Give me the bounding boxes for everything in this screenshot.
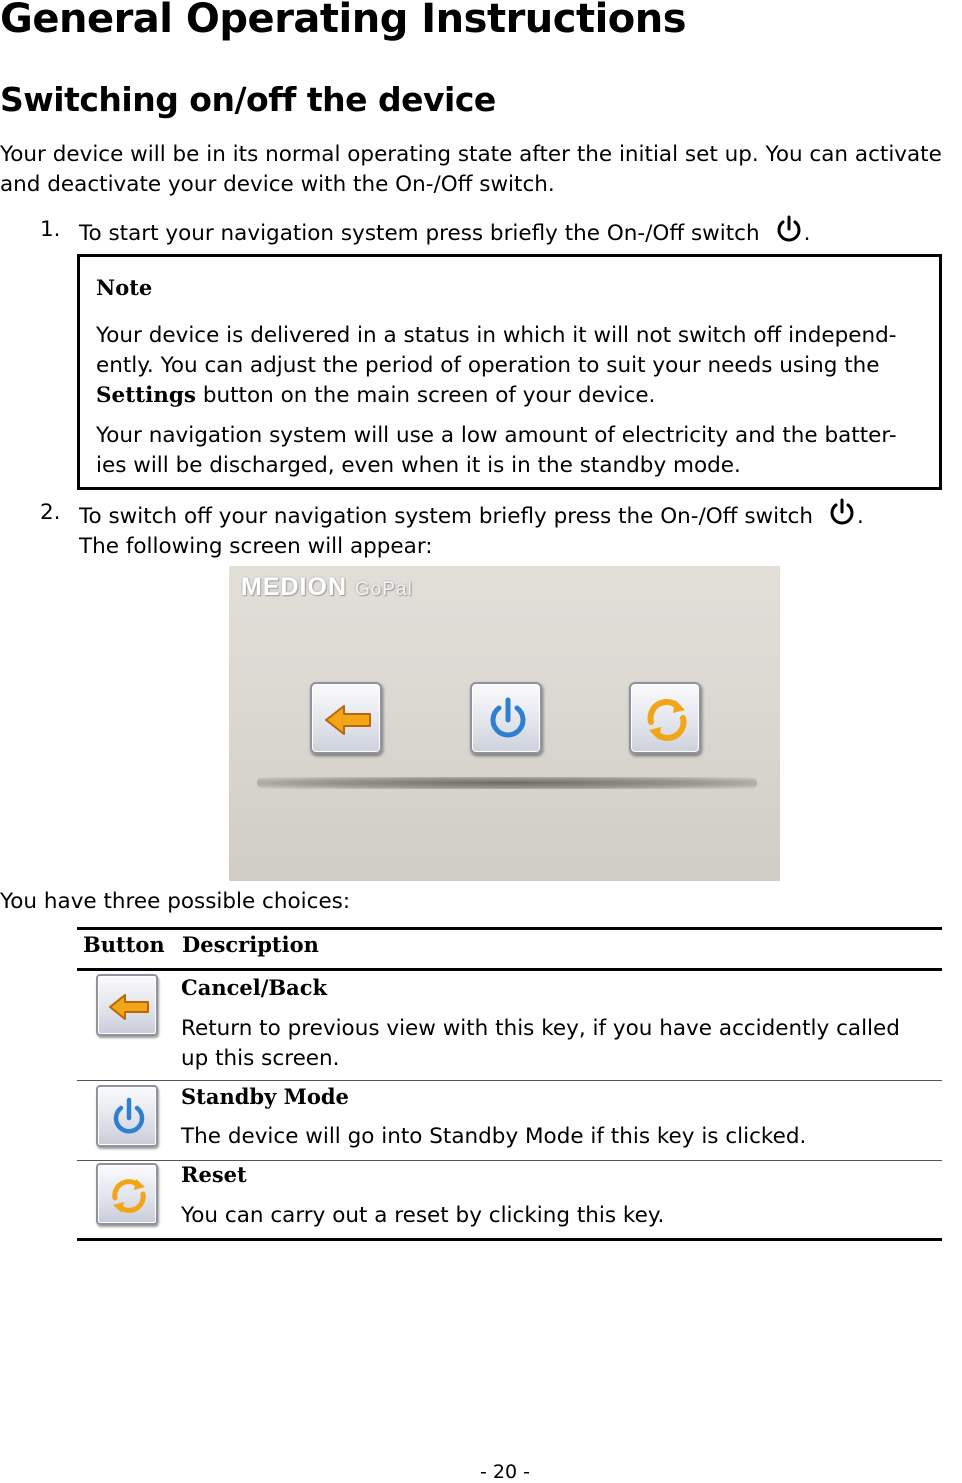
cancel-back-button[interactable] [310, 682, 382, 754]
row-title: Reset [181, 1162, 247, 1187]
power-icon [98, 1087, 160, 1149]
header-button: Button [83, 932, 165, 957]
row-title: Cancel/Back [181, 975, 328, 1000]
screen-shadow-divider [257, 777, 757, 789]
step-1-text: To start your navigation system press briefly the On-/Off switch [79, 221, 760, 246]
power-switch-icon [827, 497, 857, 527]
step-2-number: 2. [40, 500, 61, 525]
choices-intro: You have three possible choices: [0, 889, 351, 914]
page-title: General Operating Instructions [0, 0, 687, 42]
device-screen [229, 566, 780, 881]
reset-button-icon [96, 1163, 158, 1225]
step-2-text: To switch off your navigation system briefly press the On-/Off switch [79, 504, 813, 529]
cancel-back-button-icon [96, 974, 158, 1036]
arrow-left-icon [98, 976, 160, 1038]
header-description: Description [182, 932, 319, 957]
note-p1-line-1: Your device is delivered in a status in which it will not switch off independ- [96, 323, 897, 348]
medion-gopal-logo [241, 573, 413, 602]
row-title: Standby Mode [181, 1084, 349, 1109]
step-1 [79, 214, 810, 249]
section-heading: Switching on/off the device [0, 80, 496, 119]
note-p2-line-2: ies will be discharged, even when it is in the standby mode. [96, 453, 741, 478]
note-p2-line-1: Your navigation system will use a low amount of electricity and the batter- [96, 423, 897, 448]
table-top-rule [77, 927, 942, 930]
row-description: You can carry out a reset by clicking this key. [181, 1203, 665, 1228]
note-paragraph-2 [96, 421, 897, 481]
row-description [181, 1014, 900, 1074]
table-bottom-rule [77, 1238, 942, 1241]
logo-gopal: GoPal [354, 579, 413, 600]
step-1-end: . [803, 221, 811, 246]
power-switch-icon [774, 214, 804, 244]
note-paragraph-1 [96, 321, 897, 411]
row-description-line-2: up this screen. [181, 1046, 340, 1071]
settings-label: Settings [96, 383, 197, 408]
row-divider [77, 1080, 942, 1081]
step-1-number: 1. [40, 217, 61, 242]
step-2-line-2: The following screen will appear: [79, 534, 433, 559]
page-number: - 20 - [480, 1461, 530, 1483]
step-2-end: . [856, 504, 864, 529]
table-header-rule [77, 968, 942, 971]
standby-button[interactable] [470, 682, 542, 754]
refresh-icon [98, 1165, 160, 1227]
row-description-line-1: Return to previous view with this key, if you have accidently called [181, 1016, 900, 1041]
intro-paragraph [0, 140, 962, 200]
logo-medion: MEDION [241, 573, 347, 601]
intro-line-1: Your device will be in its normal operating state after the initial set up. You can activate [0, 142, 942, 167]
reset-button[interactable] [629, 682, 701, 754]
note-p1-line-2: ently. You can adjust the period of operation to suit your needs using the [96, 353, 880, 378]
note-box [77, 254, 942, 490]
intro-line-2: and deactivate your device with the On-/Off switch. [0, 172, 555, 197]
row-description: The device will go into Standby Mode if this key is clicked. [181, 1124, 807, 1149]
note-title: Note [96, 275, 153, 300]
step-2 [79, 497, 864, 562]
note-p1-line-3: button on the main screen of your device. [196, 383, 656, 408]
arrow-left-icon [312, 684, 384, 756]
row-divider [77, 1160, 942, 1161]
standby-button-icon [96, 1085, 158, 1147]
refresh-icon [631, 684, 703, 756]
power-icon [472, 684, 544, 756]
